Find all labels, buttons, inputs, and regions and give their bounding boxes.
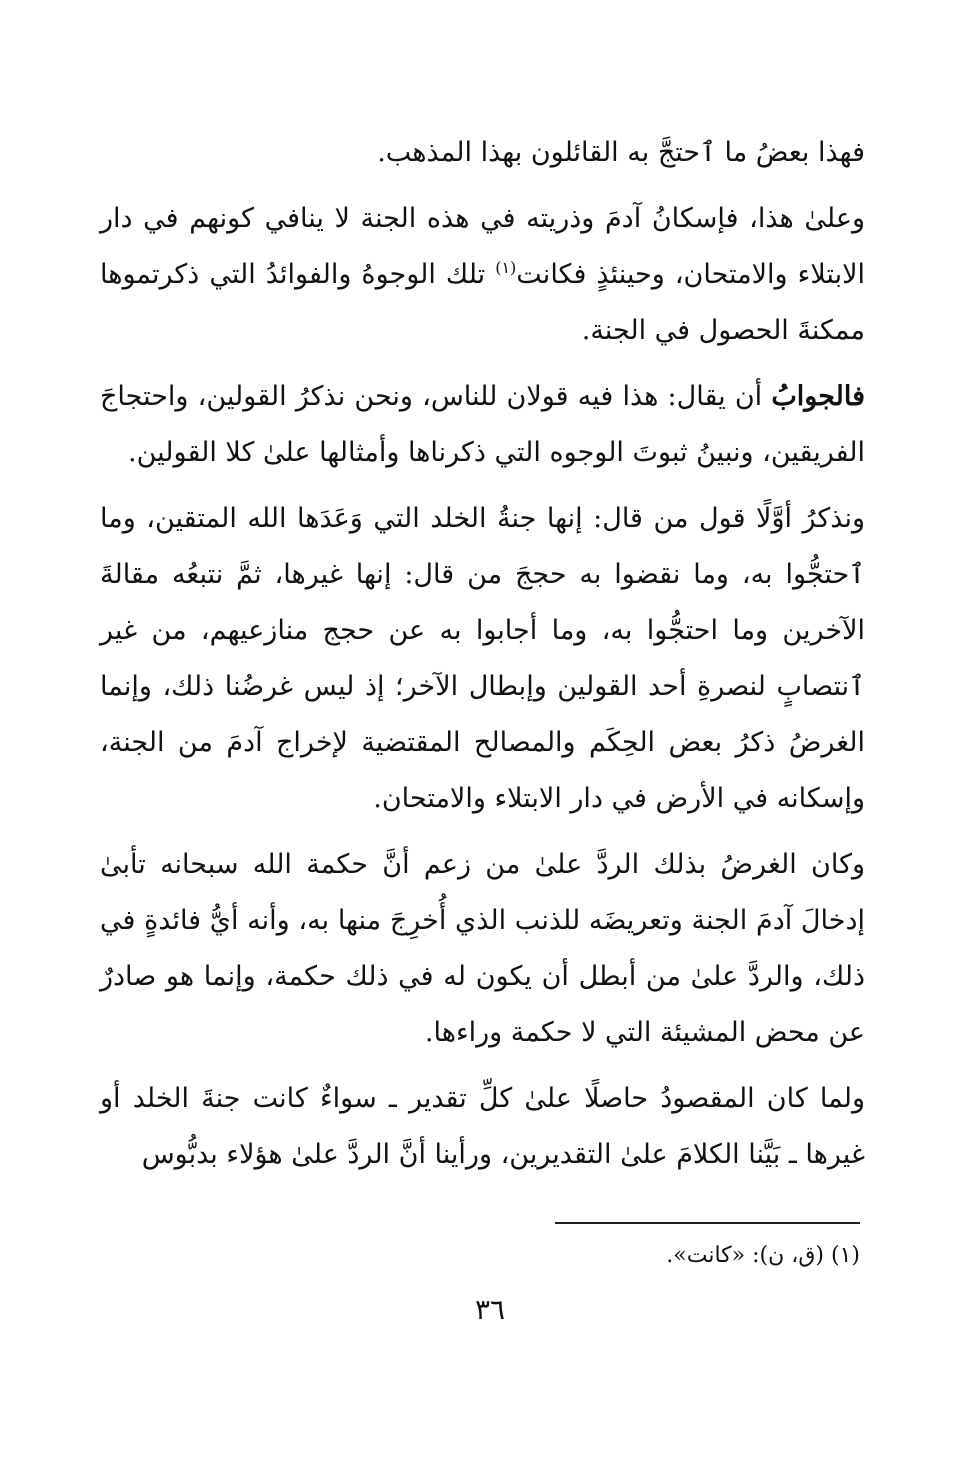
- paragraph-1-text: فهذا بعضُ ما ٱحتجَّ به القائلون بهذا المذهب.: [377, 137, 865, 168]
- footnote-divider: [555, 1222, 860, 1224]
- paragraph-3-text: أن يقال: هذا فيه قولان للناس، ونحن نذكرُ القولين، واحتجاجَ الفريقين، ونبينُ ثبوتَ الوجوه التي ذكرناها وأمثالها علىٰ كلا القولين.: [100, 381, 865, 468]
- paragraph-1: [100, 125, 865, 181]
- paragraph-6-text: ولما كان المقصودُ حاصلًا علىٰ كلِّ تقدير ـ سواءٌ كانت جنةَ الخلد أو غيرها ـ بَيَّنا الكلامَ علىٰ التقديرين، ورأينا أنَّ الردَّ علىٰ هؤلاء بدبُّوس: [100, 1083, 865, 1170]
- footnote-marker: (١): [495, 258, 517, 277]
- paragraph-5: [100, 837, 865, 1061]
- paragraph-3: [100, 369, 865, 481]
- body-text: [100, 125, 865, 1183]
- paragraph-2-text-a: وعلىٰ هذا، فإسكانُ آدمَ وذريته في هذه الجنة لا ينافي كونهم في دار الابتلاء والامتحان، وحينئذٍ فكانت: [100, 203, 865, 290]
- paragraph-6: [100, 1071, 865, 1183]
- paragraph-5-text: وكان الغرضُ بذلك الردَّ علىٰ من زعم أنَّ حكمة الله سبحانه تأبىٰ إدخالَ آدمَ الجنة وتعريضَه للذنب الذي أُخرِجَ منها به، وأنه أيُّ فائدةٍ في ذلك، والردَّ علىٰ من أبطل أن يكون له في ذلك حكمة، وإنما هو صادرٌ عن محض المشيئة التي لا حكمة وراءها.: [100, 849, 865, 1048]
- paragraph-4: [100, 491, 865, 827]
- paragraph-2-text-b: تلك الوجوهُ والفوائدُ التي ذكرتموها ممكنةَ الحصول في الجنة.: [100, 259, 865, 346]
- footnote: (١) (ق، ن): «كانت».: [666, 1243, 860, 1268]
- paragraph-2: [100, 191, 865, 359]
- paragraph-4-text: ونذكرُ أوَّلًا قول من قال: إنها جنةُ الخلد التي وَعَدَها الله المتقين، وما ٱحتجُّوا به، وما نقضوا به حججَ من قال: إنها غيرها، ثمَّ نتبعُه مقالةَ الآخرين وما احتجُّوا به، وما أجابوا به عن حجج منازعيهم، من غير ٱنتصابٍ لنصرةِ أحد القولين وإبطال الآخر؛ إذ ليس غرضُنا ذلك، وإنما الغرضُ ذكرُ بعض الحِكَم والمصالح المقتضية لإخراج آدمَ من الجنة، وإسكانه في الأرض في دار الابتلاء والامتحان.: [100, 503, 865, 814]
- paragraph-3-lead: فالجوابُ: [771, 381, 865, 412]
- page-number: ٣٦: [474, 1293, 506, 1326]
